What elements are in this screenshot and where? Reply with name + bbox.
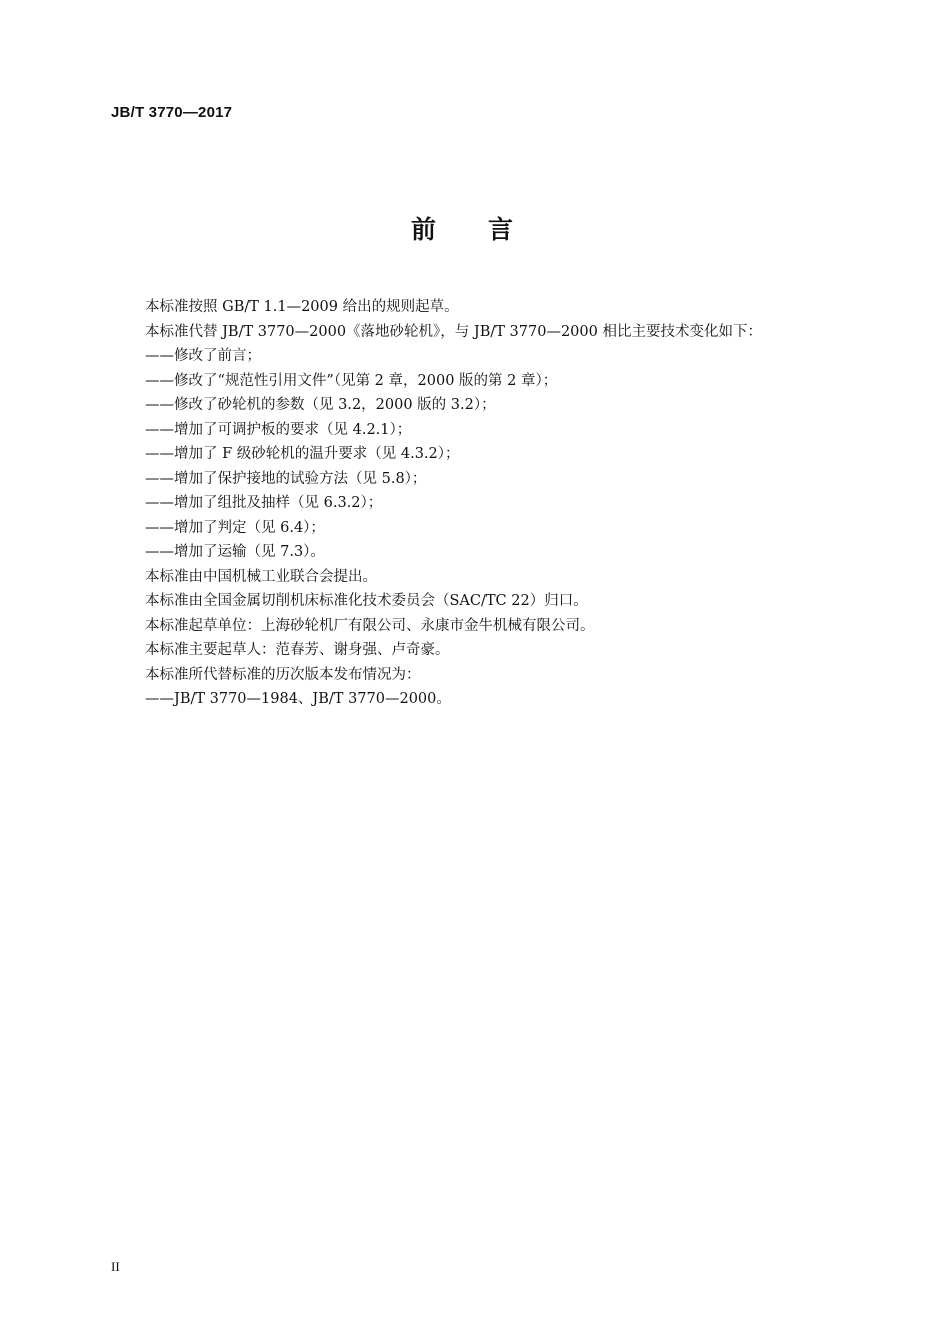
change-item: ——修改了“规范性引用文件”（见第 2 章，2000 版的第 2 章）； <box>145 372 558 389</box>
foreword-line: 本标准由中国机械工业联合会提出。 <box>145 568 377 585</box>
change-item: ——修改了前言； <box>145 348 261 364</box>
standard-code-header: JB/T 3770—2017 <box>111 104 233 121</box>
foreword-body <box>145 295 845 712</box>
change-item: ——增加了判定（见 6.4）； <box>145 519 325 536</box>
foreword-line: 本标准按照 GB/T 1.1—2009 给出的规则起草。 <box>145 299 459 315</box>
foreword-line: 本标准由全国金属切削机床标准化技术委员会（SAC/TC 22）归口。 <box>145 593 588 609</box>
foreword-line: 本标准起草单位：上海砂轮机厂有限公司、永康市金牛机械有限公司。 <box>145 617 595 634</box>
foreword-line: ——JB/T 3770—1984、JB/T 3770—2000。 <box>145 691 451 707</box>
change-item: ——增加了保护接地的试验方法（见 5.8）； <box>145 470 427 487</box>
change-item: ——修改了砂轮机的参数（见 3.2，2000 版的 3.2）； <box>145 397 496 413</box>
page-title: 前言 <box>410 215 565 244</box>
foreword-line: 本标准所代替标准的历次版本发布情况为： <box>145 666 421 683</box>
change-item: ——增加了组批及抽样（见 6.3.2）； <box>145 495 383 511</box>
change-item: ——增加了运输（见 7.3）。 <box>145 544 325 560</box>
change-item: ——增加了 F 级砂轮机的温升要求（见 4.3.2）； <box>145 446 460 462</box>
foreword-line: 本标准代替 JB/T 3770—2000《落地砂轮机》，与 JB/T 3770—2000 相比主要技术变化如下： <box>145 323 762 340</box>
page-number: II <box>111 1259 120 1274</box>
change-item: ——增加了可调护板的要求（见 4.2.1）； <box>145 421 412 438</box>
foreword-line: 本标准主要起草人：范春芳、谢身强、卢奇豪。 <box>145 642 450 658</box>
